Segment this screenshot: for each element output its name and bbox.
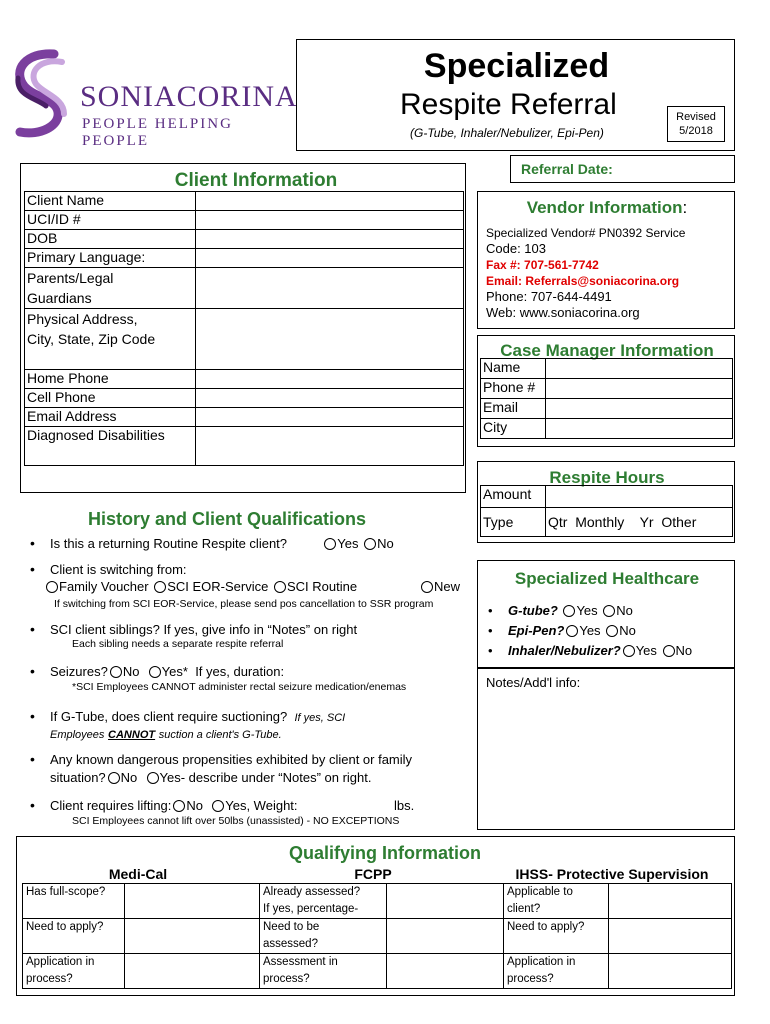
ihss-label: Need to apply?: [504, 919, 609, 954]
ihss-label: [504, 954, 609, 989]
respite-option-qtr[interactable]: Qtr: [548, 514, 568, 530]
client-field[interactable]: [196, 427, 464, 466]
q7-note: SCI Employees cannot lift over 50lbs (unassisted) - NO EXCEPTIONS: [72, 815, 400, 827]
epipen-no-radio[interactable]: [606, 625, 618, 637]
q6-yes-label: Yes- describe under “Notes” on right.: [159, 770, 372, 785]
history-q5: [30, 708, 346, 743]
medi-label: Has full-scope?: [23, 884, 125, 919]
cm-field[interactable]: [546, 359, 733, 379]
qual-col-medi: Medi-Cal: [108, 866, 168, 882]
subtitle: (G-Tube, Inhaler/Nebulizer, Epi-Pen): [410, 126, 604, 140]
referral-date-label: Referral Date:: [521, 161, 613, 177]
q2-sci-routine-radio[interactable]: [274, 581, 286, 593]
history-q4: [30, 663, 285, 679]
cm-label: City: [481, 419, 546, 439]
q4-yes-radio[interactable]: [149, 666, 161, 678]
client-info-table: [24, 191, 464, 466]
fcpp-label: [260, 954, 387, 989]
q5-text: If G-Tube, does client require suctioning?: [50, 709, 288, 724]
ihss-label-line: Applicable to: [507, 886, 573, 898]
fcpp-label-line: Already assessed?: [263, 886, 361, 898]
q2-options: [44, 579, 357, 594]
medi-label-line: process?: [26, 973, 73, 985]
qual-col-fcpp: FCPP: [354, 866, 392, 882]
client-row: [25, 389, 464, 408]
specialized-item-epipen: [488, 621, 692, 641]
vendor-heading-colon: :: [682, 198, 688, 217]
ihss-field[interactable]: [609, 884, 732, 919]
bullet-icon: •: [30, 797, 35, 813]
client-row: [25, 370, 464, 389]
q6-no-label: No: [120, 770, 138, 785]
q6-yes-radio[interactable]: [147, 772, 159, 784]
epipen-yes-radio[interactable]: [566, 625, 578, 637]
vendor-email-label: Email:: [486, 274, 523, 288]
vendor-heading: [478, 198, 736, 218]
no-label: No: [619, 623, 636, 638]
client-label: [25, 309, 196, 370]
q2-new: [419, 579, 460, 594]
history-q2: [30, 561, 187, 577]
q5-employees: Employees: [50, 729, 105, 741]
client-row: [25, 230, 464, 249]
no-label: No: [675, 643, 693, 658]
medi-label-line: Application in: [26, 956, 95, 968]
inhaler-yes-radio[interactable]: [623, 645, 635, 657]
cm-field[interactable]: [546, 419, 733, 439]
q2-opt-label: SCI EOR-Service: [167, 579, 269, 594]
history-q7: [30, 797, 298, 813]
ihss-label-line: Application in: [507, 956, 576, 968]
client-label-line: Physical Address,: [27, 311, 138, 327]
cm-label: Email: [481, 399, 546, 419]
qual-col-ihss: IHSS- Protective Supervision: [515, 866, 709, 882]
specialized-item-gtube: [488, 601, 692, 621]
respite-amount-label: Amount: [481, 486, 546, 508]
respite-option-yr[interactable]: Yr: [639, 514, 654, 530]
respite-option-other[interactable]: Other: [661, 514, 697, 530]
gtube-yes-radio[interactable]: [563, 605, 575, 617]
q7-lbs: lbs.: [394, 798, 415, 813]
title-box: [296, 39, 735, 151]
client-row: [25, 211, 464, 230]
q6-text: Any known dangerous propensities exhibited by client or family: [50, 752, 413, 767]
q1-yes-radio[interactable]: [324, 538, 336, 550]
client-field[interactable]: [196, 211, 464, 230]
vendor-phone: Phone: 707-644-4491: [486, 289, 612, 304]
medi-label: [23, 954, 125, 989]
logo-tagline: PEOPLE HELPING PEOPLE: [82, 116, 233, 149]
bullet-icon: •: [30, 708, 35, 724]
yes-label: Yes: [635, 643, 657, 658]
client-label: DOB: [25, 230, 196, 249]
client-field[interactable]: [196, 268, 464, 309]
client-info-heading: Client Information: [174, 170, 338, 191]
client-label-line: City, State, Zip Code: [27, 331, 156, 347]
history-heading: History and Client Qualifications: [88, 509, 367, 529]
client-label-line: Guardians: [27, 290, 92, 306]
client-label: UCI/ID #: [25, 211, 196, 230]
q7-no-label: No: [186, 798, 204, 813]
fcpp-label-line: If yes, percentage-: [263, 903, 359, 915]
gtube-no-radio[interactable]: [603, 605, 615, 617]
bullet-icon: •: [30, 561, 35, 577]
medi-label: Need to apply?: [23, 919, 125, 954]
client-label-line: Parents/Legal: [27, 270, 114, 286]
specialized-healthcare-box: [477, 560, 735, 668]
q4-note: *SCI Employees CANNOT administer rectal seizure medication/enemas: [72, 681, 407, 693]
q7-text: Client requires lifting:: [50, 798, 172, 813]
logo-name: SONIACORINA: [80, 80, 298, 113]
vendor-number: Specialized Vendor# PN0392 Service: [486, 226, 686, 240]
q2-family-voucher-radio[interactable]: [46, 581, 58, 593]
vendor-email-link[interactable]: Referrals@soniacorina.org: [525, 274, 680, 288]
q5-ifyes: If yes, SCI: [294, 712, 346, 724]
respite-amount-field[interactable]: [546, 486, 733, 508]
q2-text: Client is switching from:: [50, 562, 187, 577]
case-manager-table: [480, 358, 733, 439]
q6-no-radio[interactable]: [108, 772, 120, 784]
medi-field[interactable]: [125, 884, 260, 919]
client-label: Home Phone: [25, 370, 196, 389]
qualifying-table: [22, 883, 732, 989]
client-row: [25, 249, 464, 268]
fcpp-label-line: Assessment in: [263, 956, 338, 968]
bullet-icon: •: [30, 663, 35, 679]
history-q3: [30, 621, 358, 637]
client-label: Diagnosed Disabilities: [25, 427, 196, 466]
cm-field[interactable]: [546, 399, 733, 419]
q6-situation: situation?: [50, 770, 106, 785]
client-field[interactable]: [196, 389, 464, 408]
client-field[interactable]: [196, 309, 464, 370]
fcpp-label: [260, 884, 387, 919]
fcpp-field[interactable]: [387, 954, 504, 989]
notes-box[interactable]: [477, 668, 735, 830]
client-row: [25, 268, 464, 309]
q3-text: SCI client siblings? If yes, give info in “Notes” on right: [50, 622, 358, 637]
item-label: G-tube?: [508, 603, 558, 618]
q2-note: If switching from SCI EOR-Service, please send pos cancellation to SSR program: [54, 598, 434, 610]
fcpp-field[interactable]: [387, 884, 504, 919]
vendor-code: Code: 103: [486, 241, 546, 256]
client-label: Client Name: [25, 192, 196, 211]
history-q6: [30, 751, 413, 787]
notes-label: Notes/Add'l info:: [486, 675, 581, 690]
medi-field[interactable]: [125, 919, 260, 954]
fcpp-label: [260, 919, 387, 954]
q5-rest: suction a client's G-Tube.: [158, 729, 282, 741]
client-label: Cell Phone: [25, 389, 196, 408]
inhaler-no-radio[interactable]: [663, 645, 675, 657]
vendor-line1: [486, 225, 685, 241]
item-label: Inhaler/Nebulizer?: [508, 643, 621, 658]
client-field[interactable]: [196, 370, 464, 389]
client-row: [25, 408, 464, 427]
q7-yes-radio[interactable]: [212, 800, 224, 812]
revised-label: Revised: [676, 111, 716, 123]
logo-mark-icon: [6, 48, 78, 140]
fcpp-label-line: process?: [263, 973, 310, 985]
respite-type-options: [546, 508, 733, 537]
client-field[interactable]: [196, 408, 464, 427]
ihss-field[interactable]: [609, 954, 732, 989]
medi-field[interactable]: [125, 954, 260, 989]
ihss-label-line: client?: [507, 903, 541, 915]
bullet-icon: •: [488, 623, 493, 638]
q1-no-radio[interactable]: [364, 538, 376, 550]
client-field[interactable]: [196, 249, 464, 268]
vendor-info-box: [477, 191, 735, 329]
q2-opt-label: Family Voucher: [59, 579, 149, 594]
ihss-field[interactable]: [609, 919, 732, 954]
client-label: Email Address: [25, 408, 196, 427]
q4-tail: If yes, duration:: [195, 664, 285, 679]
client-field[interactable]: [196, 230, 464, 249]
cm-label: Phone #: [481, 379, 546, 399]
specialized-list: [488, 601, 693, 661]
q4-text: Seizures?: [50, 664, 108, 679]
client-row: [25, 427, 464, 466]
title-line1: Specialized: [423, 47, 610, 85]
referral-date-box[interactable]: [510, 155, 735, 183]
client-row: [25, 309, 464, 370]
cm-label: Name: [481, 359, 546, 379]
q2-sci-eor-radio[interactable]: [154, 581, 166, 593]
item-label: Epi-Pen?: [508, 623, 565, 638]
bullet-icon: •: [30, 751, 35, 767]
vendor-heading-text: Vendor Information: [526, 198, 683, 217]
client-label: Primary Language:: [25, 249, 196, 268]
q2-new-radio[interactable]: [421, 581, 433, 593]
fcpp-label-line: assessed?: [263, 938, 318, 950]
respite-heading: Respite Hours: [549, 468, 665, 487]
respite-table: [480, 485, 733, 537]
ihss-label: [504, 884, 609, 919]
q5-cannot: CANNOT: [108, 729, 156, 741]
q1-yes-label: Yes: [337, 536, 359, 551]
q4-yes-label: Yes*: [161, 664, 188, 679]
vendor-web[interactable]: Web: www.soniacorina.org: [486, 305, 640, 320]
specialized-item-inhaler: [488, 641, 693, 661]
history-q1: [30, 535, 394, 551]
respite-option-monthly[interactable]: Monthly: [575, 514, 625, 530]
client-label: [25, 268, 196, 309]
revised-date: 5/2018: [679, 125, 713, 137]
vendor-email-row: [486, 273, 685, 289]
ihss-label-line: process?: [507, 973, 554, 985]
q4-no-radio[interactable]: [110, 666, 122, 678]
logo: [6, 44, 298, 149]
client-row: [25, 192, 464, 211]
q2-opt-label: SCI Routine: [286, 579, 358, 594]
q2-opt-label: New: [434, 579, 461, 594]
case-manager-heading: Case Manager Information: [500, 341, 714, 360]
cm-field[interactable]: [546, 379, 733, 399]
yes-label: Yes: [579, 623, 601, 638]
q7-no-radio[interactable]: [173, 800, 185, 812]
vendor-details: [486, 225, 685, 321]
fcpp-label-line: Need to be: [263, 921, 320, 933]
q1-no-label: No: [377, 536, 394, 551]
client-field[interactable]: [196, 192, 464, 211]
q3-note: Each sibling needs a separate respite referral: [72, 638, 284, 650]
no-label: No: [616, 603, 633, 618]
respite-type-label: Type: [481, 508, 546, 537]
q7-yes-label: Yes, Weight:: [225, 798, 298, 813]
title-line2: Respite Referral: [400, 88, 617, 121]
revised-box: [667, 106, 725, 142]
q1-text: Is this a returning Routine Respite client?: [50, 536, 288, 551]
specialized-heading: Specialized Healthcare: [514, 569, 700, 588]
vendor-fax: Fax #: 707-561-7742: [486, 258, 599, 272]
q4-no-label: No: [122, 664, 140, 679]
fcpp-field[interactable]: [387, 919, 504, 954]
bullet-icon: •: [30, 535, 35, 551]
bullet-icon: •: [488, 603, 493, 618]
qualifying-heading: Qualifying Information: [289, 843, 481, 863]
bullet-icon: •: [488, 643, 493, 658]
yes-label: Yes: [576, 603, 598, 618]
bullet-icon: •: [30, 621, 35, 637]
